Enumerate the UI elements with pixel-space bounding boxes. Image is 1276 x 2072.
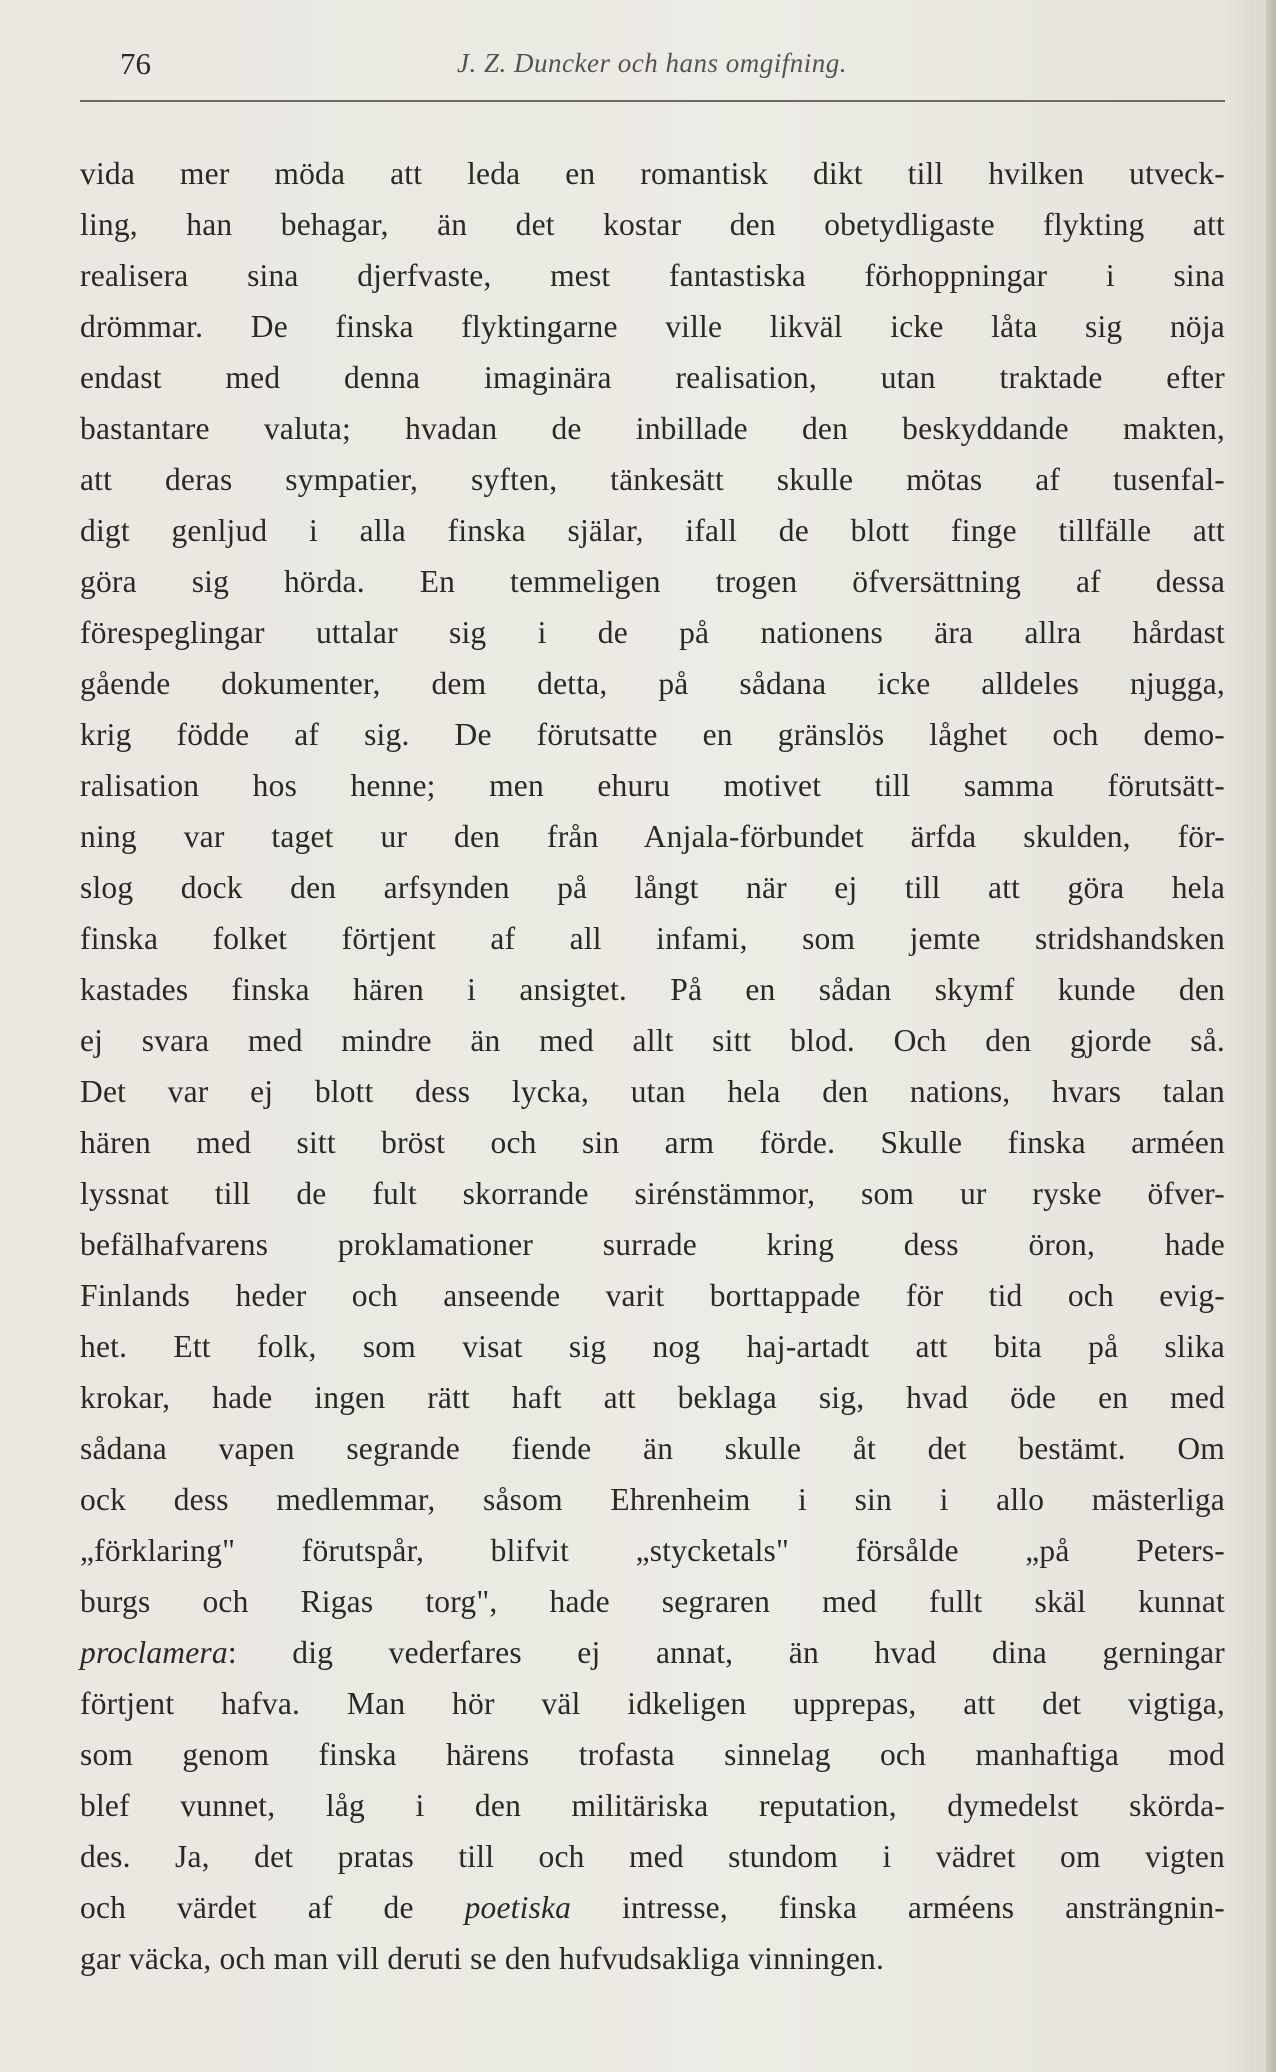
text-line: drömmar. De finska flyktingarne ville likväl icke låta sig nöja	[80, 309, 1225, 344]
text-line-italic-start	[80, 1627, 1225, 1678]
text-line: realisera sina djerfvaste, mest fantastiska förhoppningar i sina	[80, 258, 1225, 293]
text-line: sådana vapen segrande fiende än skulle åt det bestämt. Om	[80, 1431, 1225, 1466]
text-line: krokar, hade ingen rätt haft att beklaga sig, hvad öde en med	[80, 1380, 1225, 1415]
text-line: gar väcka, och man vill deruti se den hufvudsakliga vinningen.	[80, 1941, 885, 1976]
text-fragment: : dig vederfares ej annat, än hvad dina gerningar	[227, 1635, 1225, 1670]
text-line: het. Ett folk, som visat sig nog haj-artadt att bita på slika	[80, 1329, 1225, 1364]
text-line: Det var ej blott dess lycka, utan hela den nations, hvars talan	[80, 1074, 1225, 1109]
text-line: ock dess medlemmar, såsom Ehrenheim i sin i allo mästerliga	[80, 1482, 1225, 1517]
text-line: des. Ja, det pratas till och med stundom i vädret om vigten	[80, 1839, 1225, 1874]
text-line: finska folket förtjent af all infami, som jemte stridshandsken	[80, 921, 1225, 956]
text-line: slog dock den arfsynden på långt när ej till att göra hela	[80, 870, 1225, 905]
text-line: „förklaring" förutspår, blifvit „stycketals" försålde „på Peters-	[80, 1533, 1225, 1568]
text-line: göra sig hörda. En temmeligen trogen öfversättning af dessa	[80, 564, 1225, 599]
text-line: ej svara med mindre än med allt sitt blod. Och den gjorde så.	[80, 1023, 1225, 1058]
text-line: digt genljud i alla finska själar, ifall de blott finge tillfälle att	[80, 513, 1225, 548]
text-line-italic-mid	[80, 1882, 1225, 1933]
text-line: förespeglingar uttalar sig i de på nationens ära allra hårdast	[80, 615, 1225, 650]
running-head: J. Z. Duncker och hans omgifning.	[457, 48, 847, 78]
text-line: kastades finska hären i ansigtet. På en sådan skymf kunde den	[80, 972, 1225, 1007]
text-line: endast med denna imaginära realisation, utan traktade efter	[80, 360, 1225, 395]
text-line: blef vunnet, låg i den militäriska reputation, dymedelst skörda-	[80, 1788, 1225, 1823]
body-text	[80, 148, 1225, 1984]
text-line: ning var taget ur den från Anjala-förbundet ärfda skulden, för-	[80, 819, 1225, 854]
text-line: befälhafvarens proklamationer surrade kring dess öron, hade	[80, 1227, 1225, 1262]
page-header	[80, 42, 1224, 92]
text-line: att deras sympatier, syften, tänkesätt skulle mötas af tusenfal-	[80, 462, 1225, 497]
text-line: Finlands heder och anseende varit borttappade för tid och evig-	[80, 1278, 1225, 1313]
text-line: förtjent hafva. Man hör väl idkeligen upprepas, att det vigtiga,	[80, 1686, 1225, 1721]
text-line: vida mer möda att leda en romantisk dikt till hvilken utveck-	[80, 156, 1225, 191]
italic-word: poetiska	[464, 1890, 572, 1925]
page-edge-shadow	[1266, 0, 1276, 2072]
text-fragment: intresse, finska arméens ansträngnin-	[571, 1890, 1225, 1925]
text-line: ralisation hos henne; men ehuru motivet till samma förutsätt-	[80, 768, 1225, 803]
text-line: gående dokumenter, dem detta, på sådana icke alldeles njugga,	[80, 666, 1225, 701]
text-line: ling, han behagar, än det kostar den obetydligaste flykting att	[80, 207, 1225, 242]
text-line: burgs och Rigas torg", hade segraren med fullt skäl kunnat	[80, 1584, 1225, 1619]
page-number: 76	[120, 46, 151, 81]
text-line: som genom finska härens trofasta sinnelag och manhaftiga mod	[80, 1737, 1225, 1772]
text-line: bastantare valuta; hvadan de inbillade den beskyddande makten,	[80, 411, 1225, 446]
text-line: hären med sitt bröst och sin arm förde. Skulle finska arméen	[80, 1125, 1225, 1160]
text-fragment: och värdet af de	[80, 1890, 465, 1925]
text-line: krig födde af sig. De förutsatte en gränslös låghet och demo-	[80, 717, 1225, 752]
text-line: lyssnat till de fult skorrande sirénstämmor, som ur ryske öfver-	[80, 1176, 1225, 1211]
header-rule	[80, 100, 1225, 102]
italic-word: proclamera	[80, 1635, 228, 1670]
